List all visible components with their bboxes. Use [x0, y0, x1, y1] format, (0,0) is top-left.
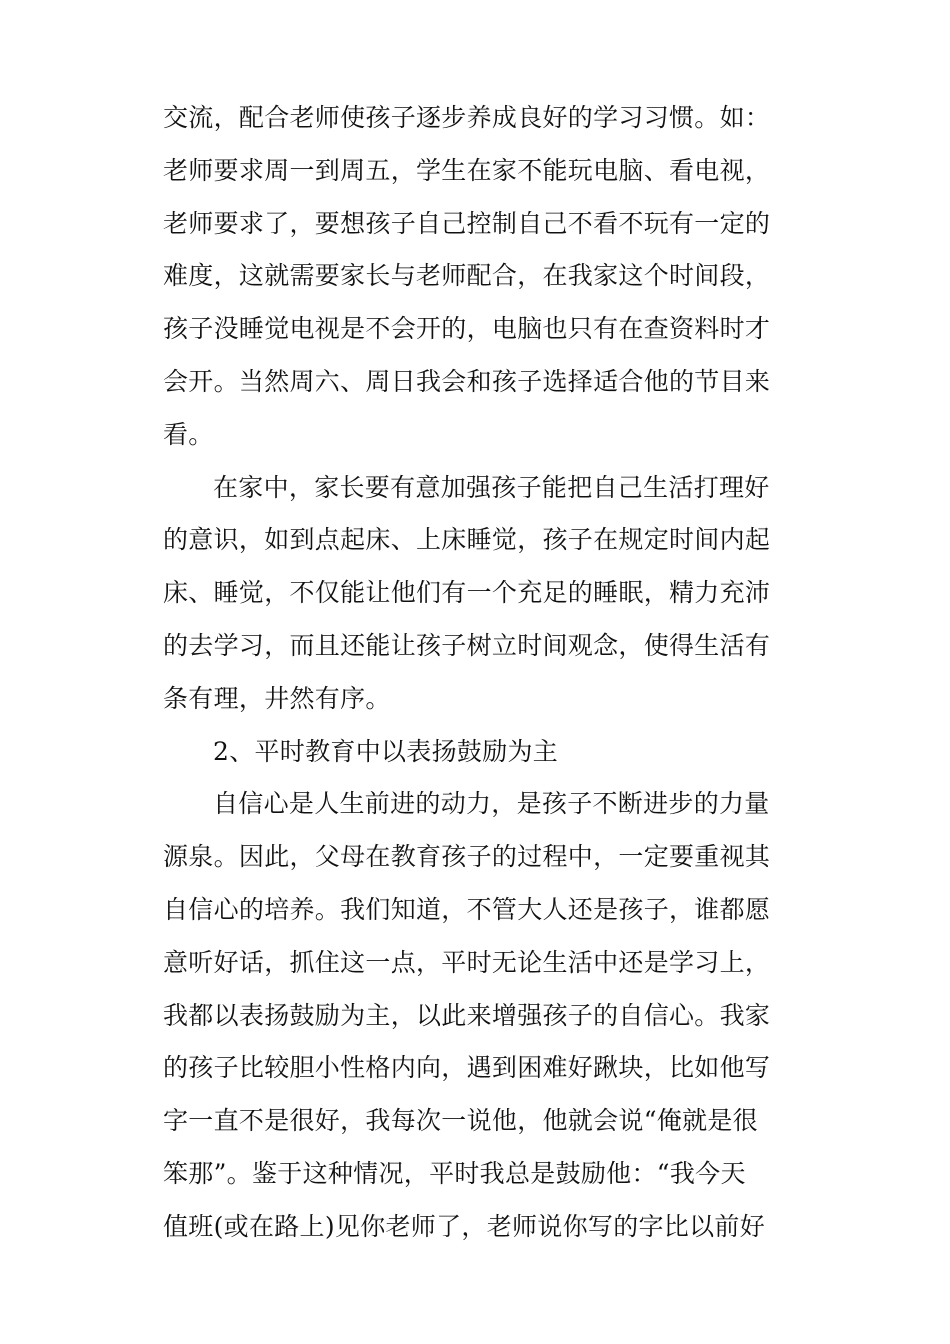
text-line: 值班(或在路上)见你老师了，老师说你写的字比以前好 [163, 1212, 766, 1241]
text-line: 的去学习，而且还能让孩子树立时间观念，使得生活有 [163, 631, 771, 660]
text-line: 的孩子比较胆小性格内向，遇到困难好踿块，比如他写 [163, 1053, 771, 1082]
text-line: 看。 [163, 420, 214, 449]
text-line: 床、睡觉，不仅能让他们有一个充足的睡眠，精力充沛 [163, 578, 771, 607]
text-line: 条有理，井然有序。 [163, 684, 391, 713]
text-line: 自信心的培养。我们知道，不管大人还是孩子，谁都愿 [163, 895, 771, 924]
paragraph-first-line: 在家中，家长要有意加强孩子能把自己生活打理好 [213, 473, 770, 502]
text-line: 交流，配合老师使孩子逐步养成良好的学习习惯。如： [163, 103, 771, 132]
text-line: 我都以表扬鼓励为主，以此来增强孩子的自信心。我家 [163, 1001, 771, 1030]
text-line: 字一直不是很好，我每次一说他，他就会说“俺就是很 [163, 1106, 758, 1135]
text-line: 会开。当然周六、周日我会和孩子选择适合他的节目来 [163, 367, 771, 396]
text-line: 源泉。因此，父母在教育孩子的过程中，一定要重视其 [163, 842, 771, 871]
text-line: 笨那”。鉴于这种情况，平时我总是鼓励他：“我今天 [163, 1159, 746, 1188]
text-line: 意听好话，抓住这一点，平时无论生活中还是学习上， [163, 948, 771, 977]
text-line: 难度，这就需要家长与老师配合，在我家这个时间段， [163, 261, 771, 290]
text-line: 的意识，如到点起床、上床睡觉，孩子在规定时间内起 [163, 525, 771, 554]
paragraph-first-line: 自信心是人生前进的动力，是孩子不断进步的力量 [213, 789, 770, 818]
text-line: 孩子没睡觉电视是不会开的，电脑也只有在查资料时才 [163, 314, 771, 343]
text-line: 老师要求了，要想孩子自己控制自己不看不玩有一定的 [163, 209, 771, 238]
section-heading: 2、平时教育中以表扬鼓励为主 [213, 737, 559, 766]
text-line: 老师要求周一到周五，学生在家不能玩电脑、看电视， [163, 156, 771, 185]
